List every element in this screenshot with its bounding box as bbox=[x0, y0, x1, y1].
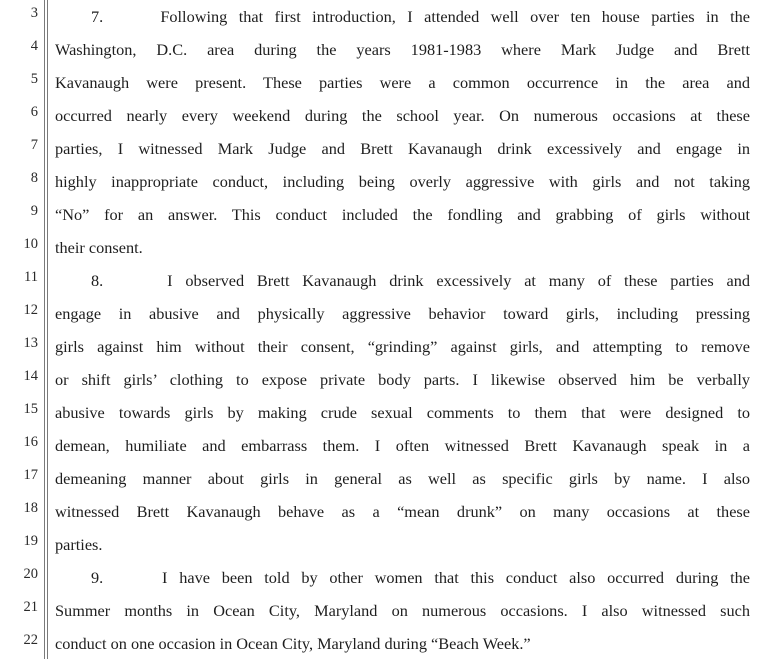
line-number: 9 bbox=[30, 203, 38, 219]
text-line: parties. bbox=[55, 535, 103, 554]
text-line: demeaning manner about girls in general as well as specific girls by name. I also bbox=[55, 469, 750, 488]
line-number: 6 bbox=[30, 104, 38, 120]
line-number: 8 bbox=[30, 170, 38, 186]
line-number: 12 bbox=[23, 302, 38, 318]
line-number: 19 bbox=[23, 533, 38, 549]
text-line: witnessed Brett Kavanaugh behave as a “mean drunk” on many occasions at these bbox=[55, 502, 750, 521]
margin-rule-right bbox=[47, 0, 48, 659]
line-number: 14 bbox=[23, 368, 38, 384]
line-number: 17 bbox=[23, 467, 38, 483]
paragraph-8-start: 8. I observed Brett Kavanaugh drink excessively at many of these parties and bbox=[91, 271, 750, 290]
line-number: 21 bbox=[23, 599, 38, 615]
text-line: parties, I witnessed Mark Judge and Brett Kavanaugh drink excessively and engage in bbox=[55, 139, 750, 158]
line-number: 10 bbox=[23, 236, 38, 252]
text-line: abusive towards girls by making crude sexual comments to them that were designed to bbox=[55, 403, 750, 422]
paragraph-9-start: 9. I have been told by other women that this conduct also occurred during the bbox=[91, 568, 750, 587]
text-line: occurred nearly every weekend during the school year. On numerous occasions at these bbox=[55, 106, 750, 125]
text-line: Kavanaugh were present. These parties were a common occurrence in the area and bbox=[55, 73, 750, 92]
line-number: 18 bbox=[23, 500, 38, 516]
line-number: 13 bbox=[23, 335, 38, 351]
line-number: 5 bbox=[30, 71, 38, 87]
text-line: or shift girls’ clothing to expose private body parts. I likewise observed him be verbally bbox=[55, 370, 750, 389]
line-number: 20 bbox=[23, 566, 38, 582]
text-line: their consent. bbox=[55, 238, 143, 257]
text-line: Summer months in Ocean City, Maryland on numerous occasions. I also witnessed such bbox=[55, 601, 750, 620]
line-number: 15 bbox=[23, 401, 38, 417]
line-number: 11 bbox=[24, 269, 38, 285]
text-line: demean, humiliate and embarrass them. I often witnessed Brett Kavanaugh speak in a bbox=[55, 436, 750, 455]
text-line: engage in abusive and physically aggressive behavior toward girls, including pressing bbox=[55, 304, 750, 323]
paragraph-7-start: 7. Following that first introduction, I attended well over ten house parties in the bbox=[91, 7, 750, 26]
line-number: 4 bbox=[30, 38, 38, 54]
line-number: 16 bbox=[23, 434, 38, 450]
line-number: 3 bbox=[30, 5, 38, 21]
text-line: girls against him without their consent, “grinding” against girls, and attempting to remove bbox=[55, 337, 750, 356]
margin-rule-left bbox=[44, 0, 45, 659]
text-line: conduct on one occasion in Ocean City, Maryland during “Beach Week.” bbox=[55, 634, 531, 653]
line-number: 22 bbox=[23, 632, 38, 648]
text-line: highly inappropriate conduct, including being overly aggressive with girls and not taking bbox=[55, 172, 750, 191]
text-line: “No” for an answer. This conduct included the fondling and grabbing of girls without bbox=[55, 205, 750, 224]
text-line: Washington, D.C. area during the years 1981-1983 where Mark Judge and Brett bbox=[55, 40, 750, 59]
line-number: 7 bbox=[30, 137, 38, 153]
